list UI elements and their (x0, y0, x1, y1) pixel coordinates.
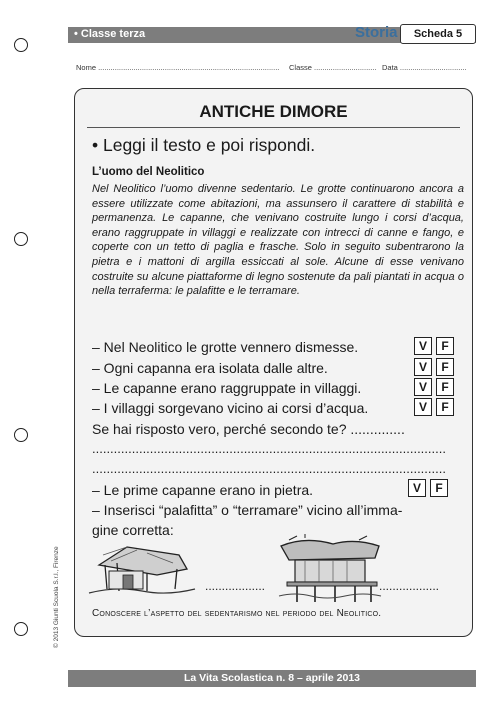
subject-label: Storia (355, 24, 398, 41)
question-1: – Nel Neolitico le grotte vennero dismesse. (92, 339, 359, 355)
instruction: • Leggi il testo e poi rispondi. (92, 135, 316, 155)
vf-group-4 (414, 398, 454, 416)
passage-text: Nel Neolitico l’uomo divenne sedentario. Le grotte continuarono ancora a essere utilizzate come abitazioni, ma assunsero il carattere di stabilità e permanenza. Le capanne, che venivano costruite lungo i corsi d’acqua, erano raggruppate in villaggi e realizzate con intrecci di canne e fango, e coperte con un tetto di paglia e frasche. Solo in seguito subentrarono la pietra e i mattoni di argilla essiccati al sole. Alcune di esse venivano costruite su alcune piattaforme di legno sostenute da pali piantati in acqua o nella terraferma: le palafitte e le terramare. (92, 183, 464, 298)
text-subtitle: L’uomo del Neolitico (92, 166, 205, 178)
true-checkbox[interactable]: V (408, 479, 426, 497)
worksheet-panel (74, 88, 473, 637)
answer-blank-1[interactable]: .................. (205, 579, 266, 593)
insert-instruction-line-2: gine corretta: (92, 522, 174, 538)
reading-passage (92, 182, 464, 299)
answer-blank-2[interactable]: .................. (379, 579, 440, 593)
stilt-house-illustration (275, 534, 385, 604)
worksheet-title: ANTICHE DIMORE (199, 102, 348, 121)
footer-bar: La Vita Scolastica n. 8 – aprile 2013 (68, 670, 476, 687)
title-divider (87, 127, 460, 128)
binder-hole-3 (14, 428, 28, 442)
false-checkbox[interactable]: F (430, 479, 448, 497)
true-checkbox[interactable]: V (414, 378, 432, 396)
true-checkbox[interactable]: V (414, 358, 432, 376)
answer-line-2[interactable]: .................................................................................................. (92, 461, 446, 476)
true-checkbox[interactable]: V (414, 398, 432, 416)
question-3: – Le capanne erano raggruppate in villaggi. (92, 380, 362, 396)
sheet-badge: Scheda 5 (400, 24, 476, 44)
hut-illustration (87, 541, 197, 599)
insert-instruction-line-1: – Inserisci “palafitta” o “terramare” vicino all’imma- (92, 502, 403, 518)
binder-hole-2 (14, 232, 28, 246)
answer-line-1[interactable]: .................................................................................................. (92, 441, 446, 456)
class-field[interactable]: Classe .............................. (289, 63, 377, 72)
copyright-note: © 2013 Giunti Scuola S.r.l., Firenze (53, 546, 60, 648)
false-checkbox[interactable]: F (436, 398, 454, 416)
question-4: – I villaggi sorgevano vicino ai corsi d’acqua. (92, 400, 369, 416)
true-checkbox[interactable]: V (414, 337, 432, 355)
false-checkbox[interactable]: F (436, 337, 454, 355)
vf-group-5 (408, 479, 448, 497)
date-field[interactable]: Data ................................ (382, 63, 467, 72)
binder-hole-1 (14, 38, 28, 52)
name-field[interactable]: Nome ....................................................................................... (76, 63, 280, 72)
why-question[interactable]: Se hai risposto vero, perché secondo te? .............. (92, 421, 405, 437)
false-checkbox[interactable]: F (436, 378, 454, 396)
binder-hole-4 (14, 622, 28, 636)
vf-group-2 (414, 358, 454, 376)
vf-group-1 (414, 337, 454, 355)
class-label: • Classe terza (74, 28, 146, 40)
vf-group-3 (414, 378, 454, 396)
learning-objective: Conoscere l’aspetto del sedentarismo nel periodo del Neolitico. (92, 608, 382, 619)
question-5: – Le prime capanne erano in pietra. (92, 482, 314, 498)
question-2: – Ogni capanna era isolata dalle altre. (92, 360, 328, 376)
false-checkbox[interactable]: F (436, 358, 454, 376)
